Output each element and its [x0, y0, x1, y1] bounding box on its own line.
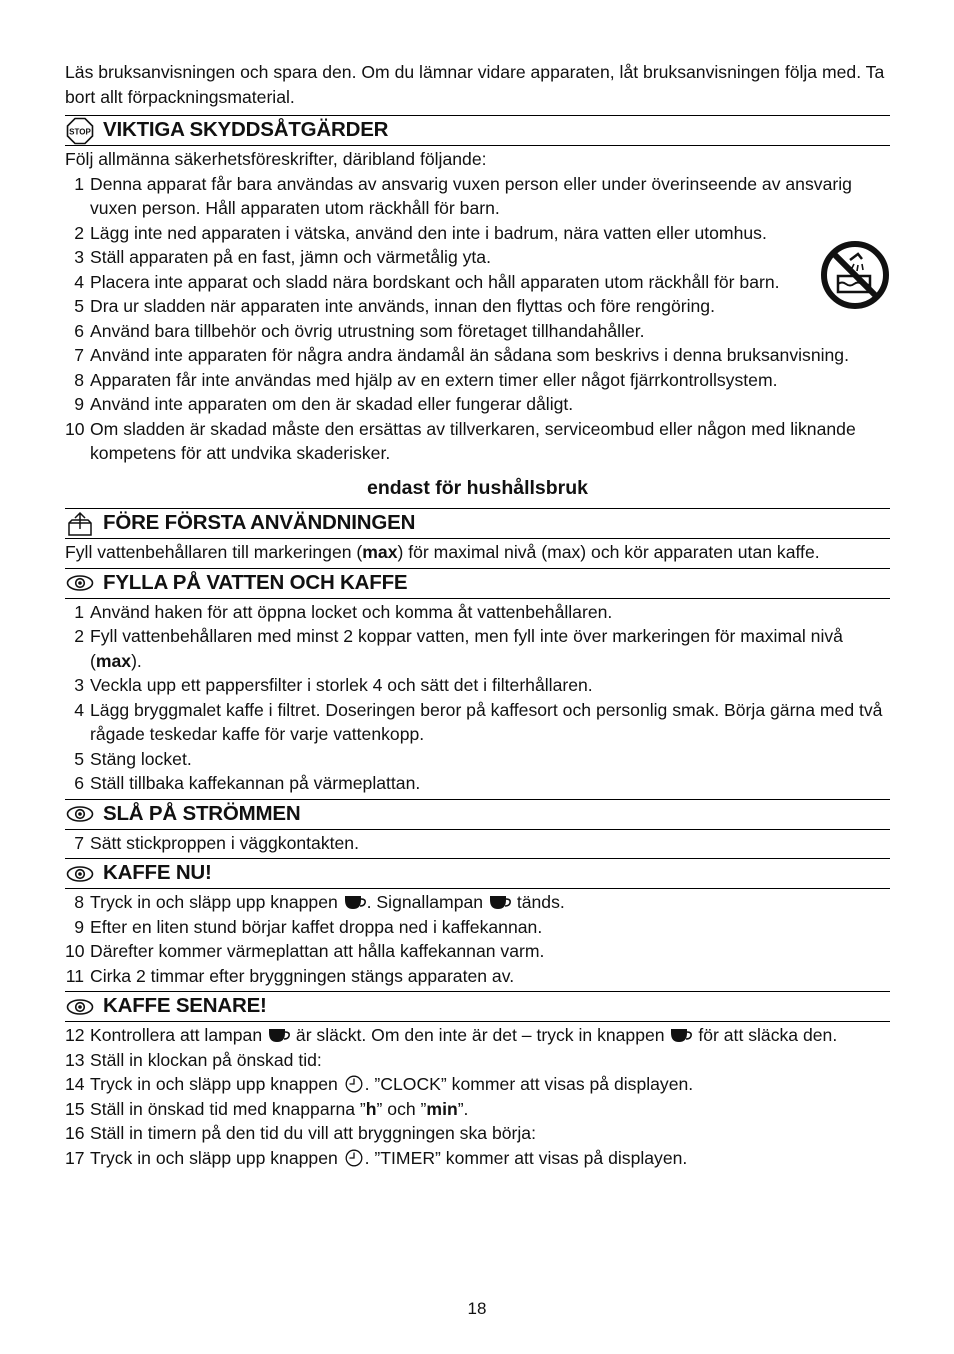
list-item: 9 Efter en liten stund börjar kaffet droppa ned i kaffekannan. — [74, 916, 543, 937]
list-item: 16 Ställ in timern på den tid du vill att bryggningen ska börja: — [65, 1123, 536, 1143]
first-use-text: Fyll vattenbehållaren till markeringen (max) för maximal nivå (max) och kör apparaten utan kaffe. — [65, 542, 820, 562]
section-header-safety — [65, 115, 890, 146]
section-title: VIKTIGA SKYDDSÅTGÄRDER — [103, 118, 389, 142]
manual-page — [65, 60, 890, 1170]
list-item: 6 Ställ tillbaka kaffekannan på värmeplattan. — [74, 773, 421, 793]
section-title: KAFFE SENARE! — [103, 994, 267, 1018]
list-item: 13 Ställ in klockan på önskad tid: — [65, 1049, 322, 1070]
eye-icon — [65, 862, 95, 886]
list-item: 2 Fyll vattenbehållaren med minst 2 koppar vatten, men fyll inte över markeringen för maximal nivå (max). — [74, 626, 843, 671]
section-header-fill — [65, 568, 890, 599]
list-item: 8 Apparaten får inte användas med hjälp av en extern timer eller något fjärrkontrollsystem. — [74, 369, 778, 390]
coffee-cup-icon — [344, 894, 366, 911]
section-title: SLÅ PÅ STRÖMMEN — [103, 801, 301, 825]
list-item: 3 Ställ apparaten på en fast, jämn och värmetålig yta. — [74, 247, 491, 267]
list-item: 11 Cirka 2 timmar efter bryggningen stängs apparaten av. — [65, 965, 515, 986]
coffee-cup-icon — [670, 1027, 692, 1044]
section-header-power — [65, 799, 890, 830]
intro-text: Läs bruksanvisningen och spara den. Om du lämnar vidare apparaten, låt bruksanvisningen följa med. Ta bort allt förpackningsmaterial. — [65, 62, 885, 107]
section-header-first-use — [65, 508, 890, 539]
page-number: 18 — [467, 1299, 487, 1318]
list-item: 8 Tryck in och släpp upp knappen . Signallampan tänds. — [74, 892, 565, 912]
coffee-cup-icon — [268, 1027, 290, 1044]
safety-lead: Följ allmänna säkerhetsföreskrifter, däribland följande: — [65, 149, 487, 169]
list-item: 1 Denna apparat får bara användas av ansvarig vuxen person eller under överinseende av ansvarig vuxen person. Håll apparaten utom räckhåll för barn. — [74, 173, 852, 218]
list-item: 6 Använd bara tillbehör och övrig utrustning som företaget tillhandahåller. — [74, 320, 645, 341]
section-title: FÖRE FÖRSTA ANVÄNDNINGEN — [103, 511, 416, 535]
household-only-note: endast för hushållsbruk — [366, 476, 589, 499]
list-item: 2 Lägg inte ned apparaten i vätska, använd den inte i badrum, nära vatten eller utomhus. — [74, 222, 767, 243]
list-item: 15 Ställ in önskad tid med knapparna ”h” och ”min”. — [65, 1098, 469, 1119]
list-item: 14 Tryck in och släpp upp knappen . ”CLOCK” kommer att visas på displayen. — [65, 1074, 694, 1094]
section-title: FYLLA PÅ VATTEN OCH KAFFE — [103, 570, 408, 594]
stop-icon — [65, 119, 95, 143]
section-header-coffee-now — [65, 858, 890, 889]
eye-icon — [65, 995, 95, 1019]
list-item: 3 Veckla upp ett pappersfilter i storlek 4 och sätt det i filterhållaren. — [74, 675, 593, 695]
no-water-warning-icon — [820, 240, 890, 317]
list-item: 7 Sätt stickproppen i väggkontakten. — [74, 832, 359, 853]
list-item: 4 Lägg bryggmalet kaffe i filtret. Doseringen beror på kaffesort och personlig smak. Börja gärna med två rågade teskedar kaffe för varje vattenkopp. — [74, 699, 883, 744]
list-item: 17 Tryck in och släpp upp knappen . ”TIMER” kommer att visas på displayen. — [65, 1147, 688, 1168]
coffee-now-list — [65, 915, 890, 989]
list-item: 1 Använd haken för att öppna locket och komma åt vattenbehållaren. — [74, 601, 613, 622]
list-item: 10 Om sladden är skadad måste den ersättas av tillverkaren, serviceombud eller någon med liknande kompetens för att undvika skaderisker. — [65, 418, 856, 463]
safety-list — [65, 172, 890, 466]
list-item: 5 Stäng locket. — [74, 748, 192, 769]
list-item: 9 Använd inte apparaten om den är skadad eller fungerar dåligt. — [74, 394, 574, 414]
list-item: 10 Därefter kommer värmeplattan att hålla kaffekannan varm. — [65, 941, 545, 961]
list-item: 4 Placera inte apparat och sladd nära bordskant och håll apparaten utom räckhåll för barn. — [74, 271, 780, 292]
fill-list — [65, 673, 890, 796]
list-item: 5 Dra ur sladden när apparaten inte används, innan den flyttas och före rengöring. — [74, 296, 715, 316]
stop-icon-label: STOP — [69, 127, 91, 136]
unbox-icon — [65, 512, 95, 536]
list-item: 12 Kontrollera att lampan är släckt. Om den inte är det – tryck in knappen för att släcka den. — [65, 1025, 838, 1045]
eye-icon — [65, 802, 95, 826]
clock-icon — [345, 1149, 363, 1167]
list-item: 7 Använd inte apparaten för några andra ändamål än sådana som beskrivs i denna bruksanvisning. — [74, 345, 849, 365]
section-title: KAFFE NU! — [103, 861, 212, 885]
eye-icon — [65, 571, 95, 595]
section-header-coffee-later — [65, 991, 890, 1022]
coffee-cup-icon — [489, 894, 511, 911]
clock-icon — [345, 1075, 363, 1093]
